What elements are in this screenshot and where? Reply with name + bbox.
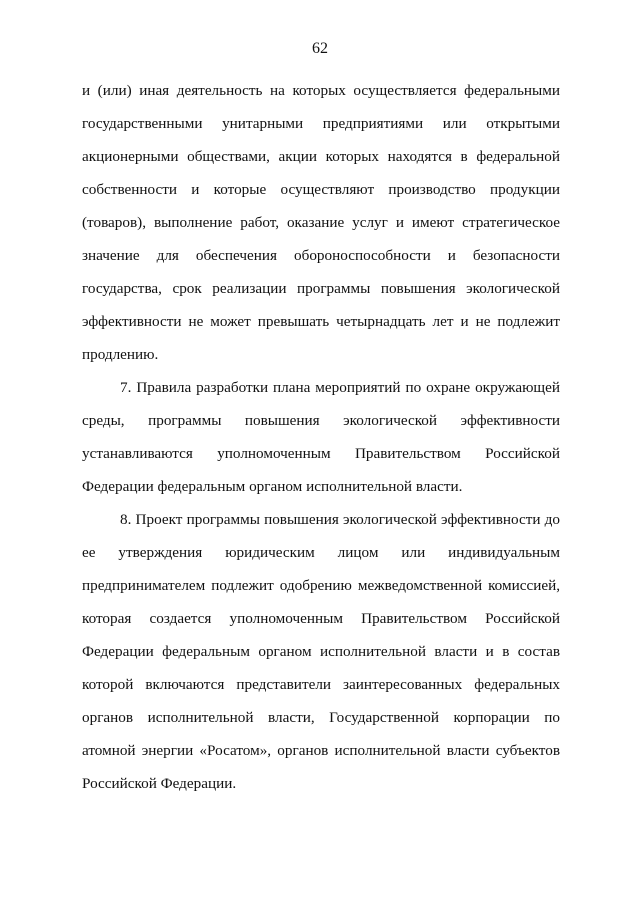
paragraph-continuation: и (или) иная деятельность на которых осуществляется федеральными государственными унитарными предприятиями или открытыми акционерными обществами, акции которых находятся в федеральной собственности и которые осуществляют производство продукции (товаров), выполнение работ, оказание услуг и имеют стратегическое значение для обеспечения обороноспособности и безопасности государства, срок реализации программы повышения экологической эффективности не может превышать четырнадцать лет и не подлежит продлению. [82, 82, 560, 363]
page-number: 62 [312, 40, 328, 57]
document-body [82, 74, 560, 800]
paragraph-item-7: 7. Правила разработки плана мероприятий по охране окружающей среды, программы повышения экологической эффективности устанавливаются уполномоченным Правительством Российской Федерации федеральным органом исполнительной власти. [82, 379, 560, 495]
paragraph-item-8: 8. Проект программы повышения экологической эффективности до ее утверждения юридическим лицом или индивидуальным предпринимателем подлежит одобрению межведомственной комиссией, которая создается уполномоченным Правительством Российской Федерации федеральным органом исполнительной власти и в состав которой включаются представители заинтересованных федеральных органов исполнительной власти, Государственной корпорации по атомной энергии «Росатом», органов исполнительной власти субъектов Российской Федерации. [82, 511, 560, 792]
